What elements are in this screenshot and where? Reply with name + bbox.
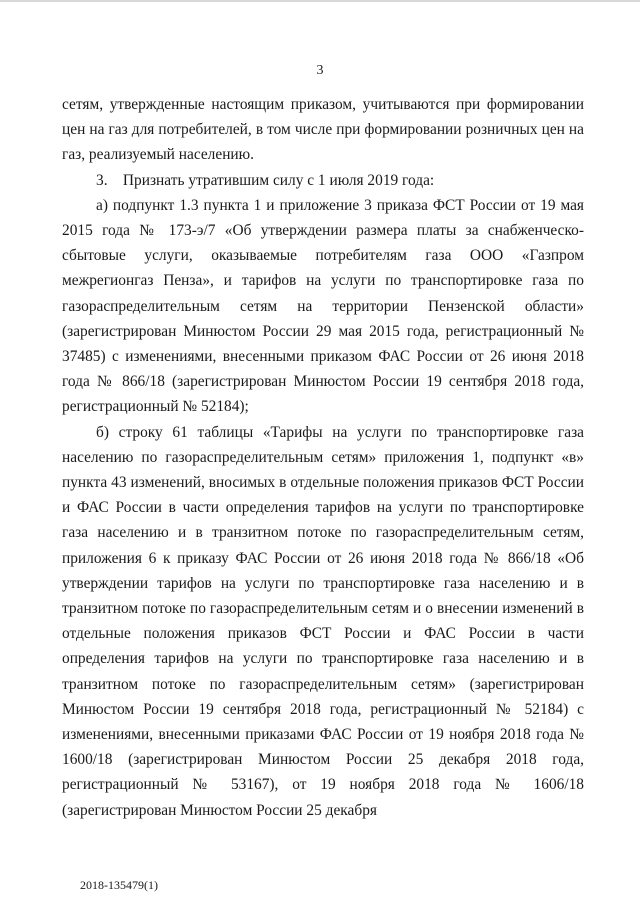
document-footer-code: 2018-135479(1) (80, 878, 158, 892)
page-top-edge (0, 0, 640, 2)
paragraph-item-3: 3. Признать утратившим силу с 1 июля 2019 года: (96, 171, 435, 189)
page-number: 3 (316, 63, 324, 78)
paragraph-subitem-b: б) строку 61 таблицы «Тарифы на услуги по транспортировке газа населению по газораспределительным сетям» приложения 1, подпункт «в» пункта 43 изменений, вносимых в отдельные положения приказов ФСТ России и ФАС России в части определения тарифов на услуги по транспортировке газа населению и в транзитном потоке по газораспределительным сетям, приложения 6 к приказу ФАС России от 26 июня 2018 года № 866/18 «Об утверждении тарифов на услуги по транспортировке газа населению и в транзитном потоке по газораспределительным сетям и о внесении изменений в отдельные положения приказов ФСТ России и ФАС России в части определения тарифов на услуги по транспортировке газа населению и в транзитном потоке по газораспределительным сетям» (зарегистрирован Минюстом России 19 сентября 2018 года, регистрационный № 52184) с изменениями, внесенными приказами ФАС России от 19 ноября 2018 года № 1600/18 (зарегистрирован Минюстом России 25 декабря 2018 года, регистрационный № 53167), от 19 ноября 2018 года № 1606/18 (зарегистрирован Минюстом России 25 декабря (62, 423, 584, 819)
paragraph-subitem-a: а) подпункт 1.3 пункта 1 и приложение 3 приказа ФСТ России от 19 мая 2015 года № 173-э/7 «Об утверждении размера платы за снабженческо-сбытовые услуги, оказываемые потребителям газа ООО «Газпром межрегионгаз Пенза», и тарифов на услуги по транспортировке газа по газораспределительным сетям на территории Пензенской области» (зарегистрирован Минюстом России 29 мая 2015 года, регистрационный № 37485) с изменениями, внесенными приказом ФАС России от 26 июня 2018 года № 866/18 (зарегистрирован Минюстом России 19 сентября 2018 года, регистрационный № 52184); (62, 196, 584, 416)
document-body (62, 92, 584, 823)
paragraph-continuation: сетям, утвержденные настоящим приказом, учитываются при формировании цен на газ для потребителей, в том числе при формировании розничных цен на газ, реализуемый населению. (62, 96, 584, 164)
